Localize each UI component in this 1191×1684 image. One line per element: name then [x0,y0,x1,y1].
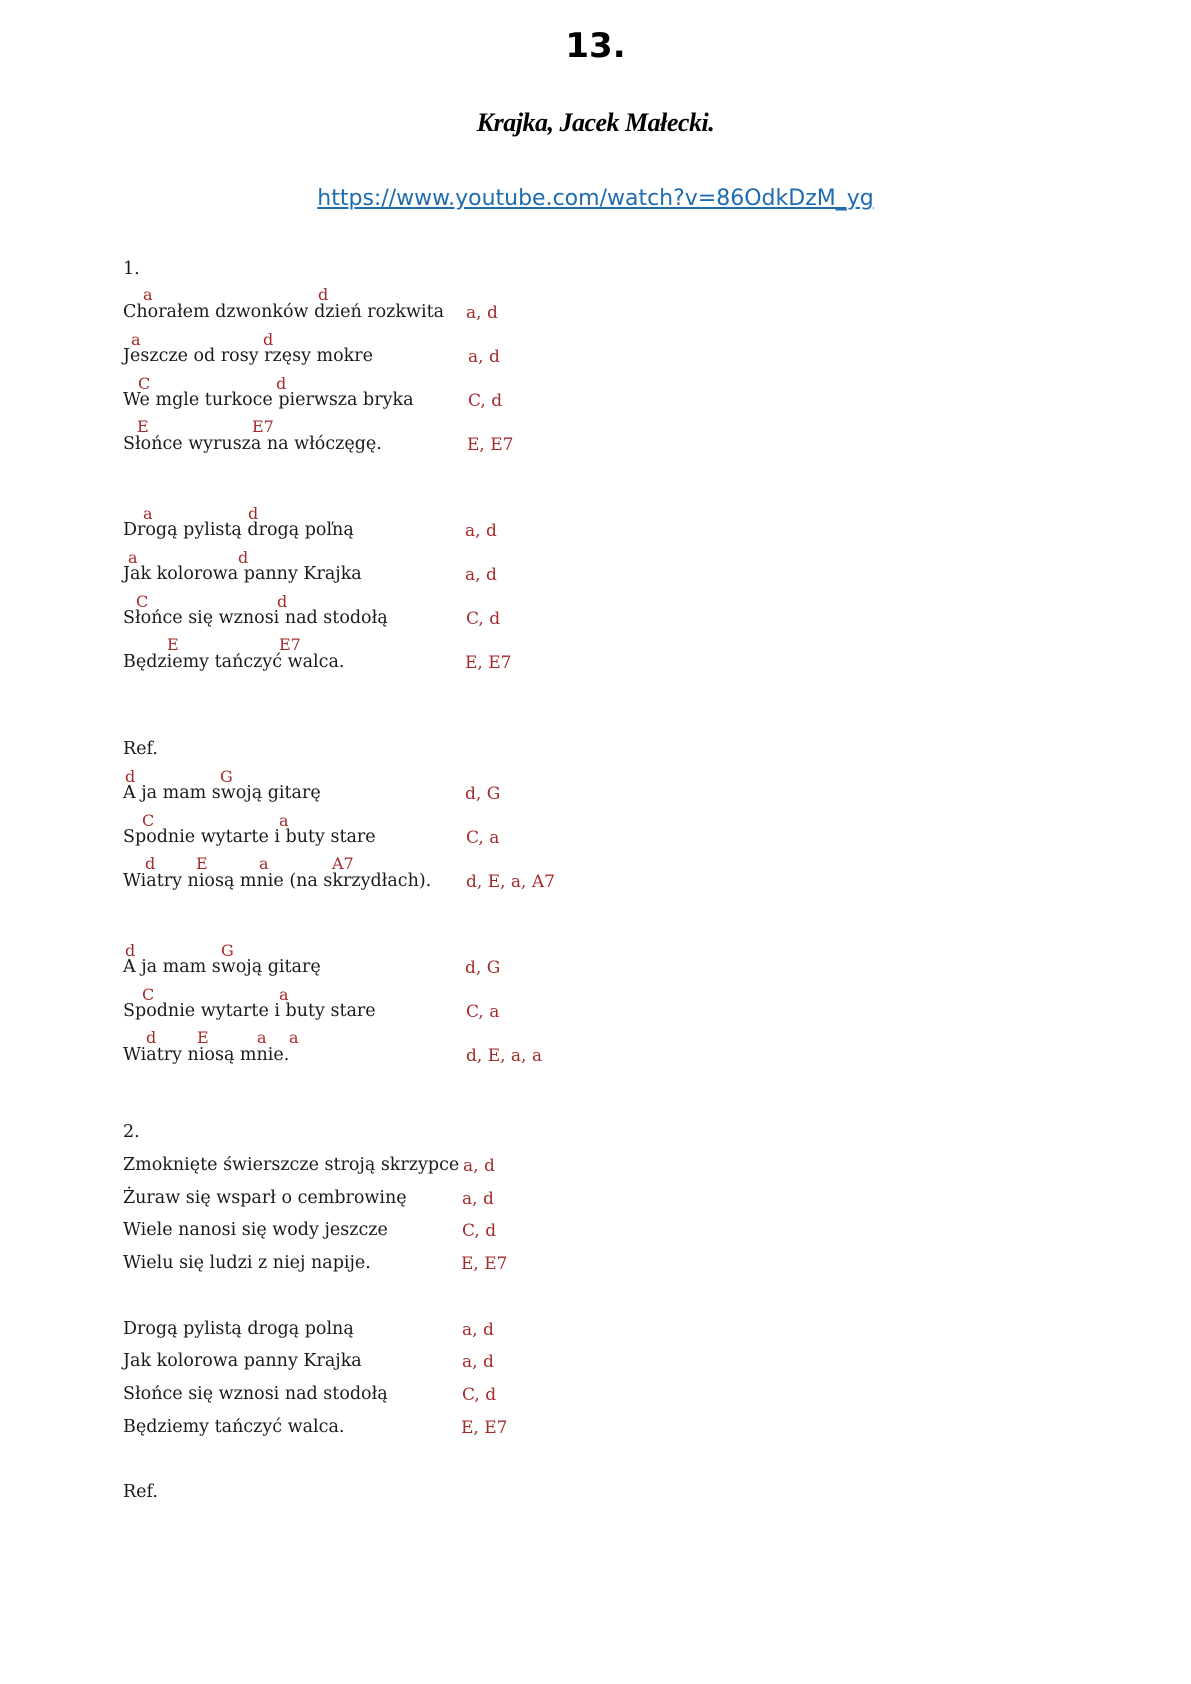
chord-over: a [128,548,138,567]
chord-over: d [318,285,329,304]
chord-over: d [238,548,249,567]
chord-over: a [279,811,289,830]
lyric-line: Drogą pylistą drogą poľną [123,520,354,540]
lyric-line: Wiatry niosą mnie. [123,1045,290,1065]
chord-over: E [197,1028,209,1047]
refrain-label: Ref. [123,739,158,759]
chord-over: C [142,985,155,1004]
verse-label: 2. [123,1122,140,1142]
lyric-line: Chorałem dzwonków dzień rozkwita [123,302,445,322]
lyric-line: Jeszcze od rosy rzęsy mokre [123,346,373,366]
chord-over: d [276,374,287,393]
chord-summary: E, E7 [461,1254,508,1274]
refrain-label: Ref. [123,1482,158,1502]
chord-over: d [248,504,259,523]
chord-summary: d, G [465,784,501,804]
lyric-line: Słońce wyrusza na włóczęgę. [123,434,382,454]
chord-summary: E, E7 [461,1418,508,1438]
chord-over: E [167,635,179,654]
chord-summary: a, d [462,1189,494,1209]
chord-summary: a, d [465,565,497,585]
chord-over: E7 [279,635,301,654]
chord-summary: d, E, a, A7 [466,872,555,892]
chord-over: d [125,941,136,960]
lyric-line: Jak kolorowa panny Krajka [123,564,362,584]
chord-over: C [138,374,151,393]
chord-over: G [221,941,234,960]
lyric-line: Słońce się wznosi nad stodołą [123,1384,388,1404]
chord-summary: C, d [466,609,501,629]
lyric-line: Będziemy tańczyć walca. [123,652,345,672]
lyric-line: Wiatry niosą mnie (na skrzydłach). [123,871,432,891]
lyric-line: Słońce się wznosi nad stodołą [123,608,388,628]
chord-over: d [145,854,156,873]
chord-summary: a, d [466,303,498,323]
chord-summary: C, d [462,1221,497,1241]
chord-summary: a, d [465,521,497,541]
chord-over: a [131,330,141,349]
lyric-line: Jak kolorowa panny Krajka [123,1351,362,1371]
lyric-line: Zmoknięte świerszcze stroją skrzypce [123,1155,460,1175]
chord-over: E [137,417,149,436]
lyric-line: A ja mam swoją gitarę [123,783,321,803]
chord-summary: C, d [468,391,503,411]
chord-over: a [143,285,153,304]
chord-over: a [259,854,269,873]
lyric-line: Wielu się ludzi z niej napije. [123,1253,371,1273]
chord-summary: E, E7 [465,653,512,673]
chord-summary: a, d [462,1352,494,1372]
chord-summary: d, E, a, a [466,1046,542,1066]
lyric-line: Żuraw się wsparł o cembrowinę [123,1188,407,1208]
chord-over: a [143,504,153,523]
lyric-line: A ja mam swoją gitarę [123,957,321,977]
chord-over: a [279,985,289,1004]
chord-over: a [289,1028,299,1047]
chord-over: A7 [332,854,354,873]
chord-over: E7 [252,417,274,436]
chord-summary: C, a [466,1002,500,1022]
chord-over: C [142,811,155,830]
chord-over: d [125,767,136,786]
chord-over: d [277,592,288,611]
lyric-line: Spodnie wytarte i buty stare [123,1001,376,1021]
chord-summary: C, d [462,1385,497,1405]
chord-summary: d, G [465,958,501,978]
chord-over: d [146,1028,157,1047]
lyric-line: We mgle turkoce pierwsza bryka [123,390,414,410]
song-title: Krajka, Jacek Małecki. [476,108,715,137]
lyric-line: Drogą pylistą drogą polną [123,1319,354,1339]
chord-over: d [263,330,274,349]
chord-over: a [257,1028,267,1047]
lyric-line: Wiele nanosi się wody jeszcze [123,1220,388,1240]
lyric-line: Spodnie wytarte i buty stare [123,827,376,847]
lyric-line: Będziemy tańczyć walca. [123,1417,345,1437]
chord-summary: C, a [466,828,500,848]
verse-label: 1. [123,259,140,279]
chord-over: C [136,592,149,611]
chord-summary: E, E7 [467,435,514,455]
chord-summary: a, d [462,1320,494,1340]
chord-summary: a, d [463,1156,495,1176]
chord-summary: a, d [468,347,500,367]
page-number: 13. [565,26,626,66]
chord-over: E [196,854,208,873]
youtube-link[interactable]: https://www.youtube.com/watch?v=86OdkDzM_yg [317,186,874,211]
chord-over: G [220,767,233,786]
